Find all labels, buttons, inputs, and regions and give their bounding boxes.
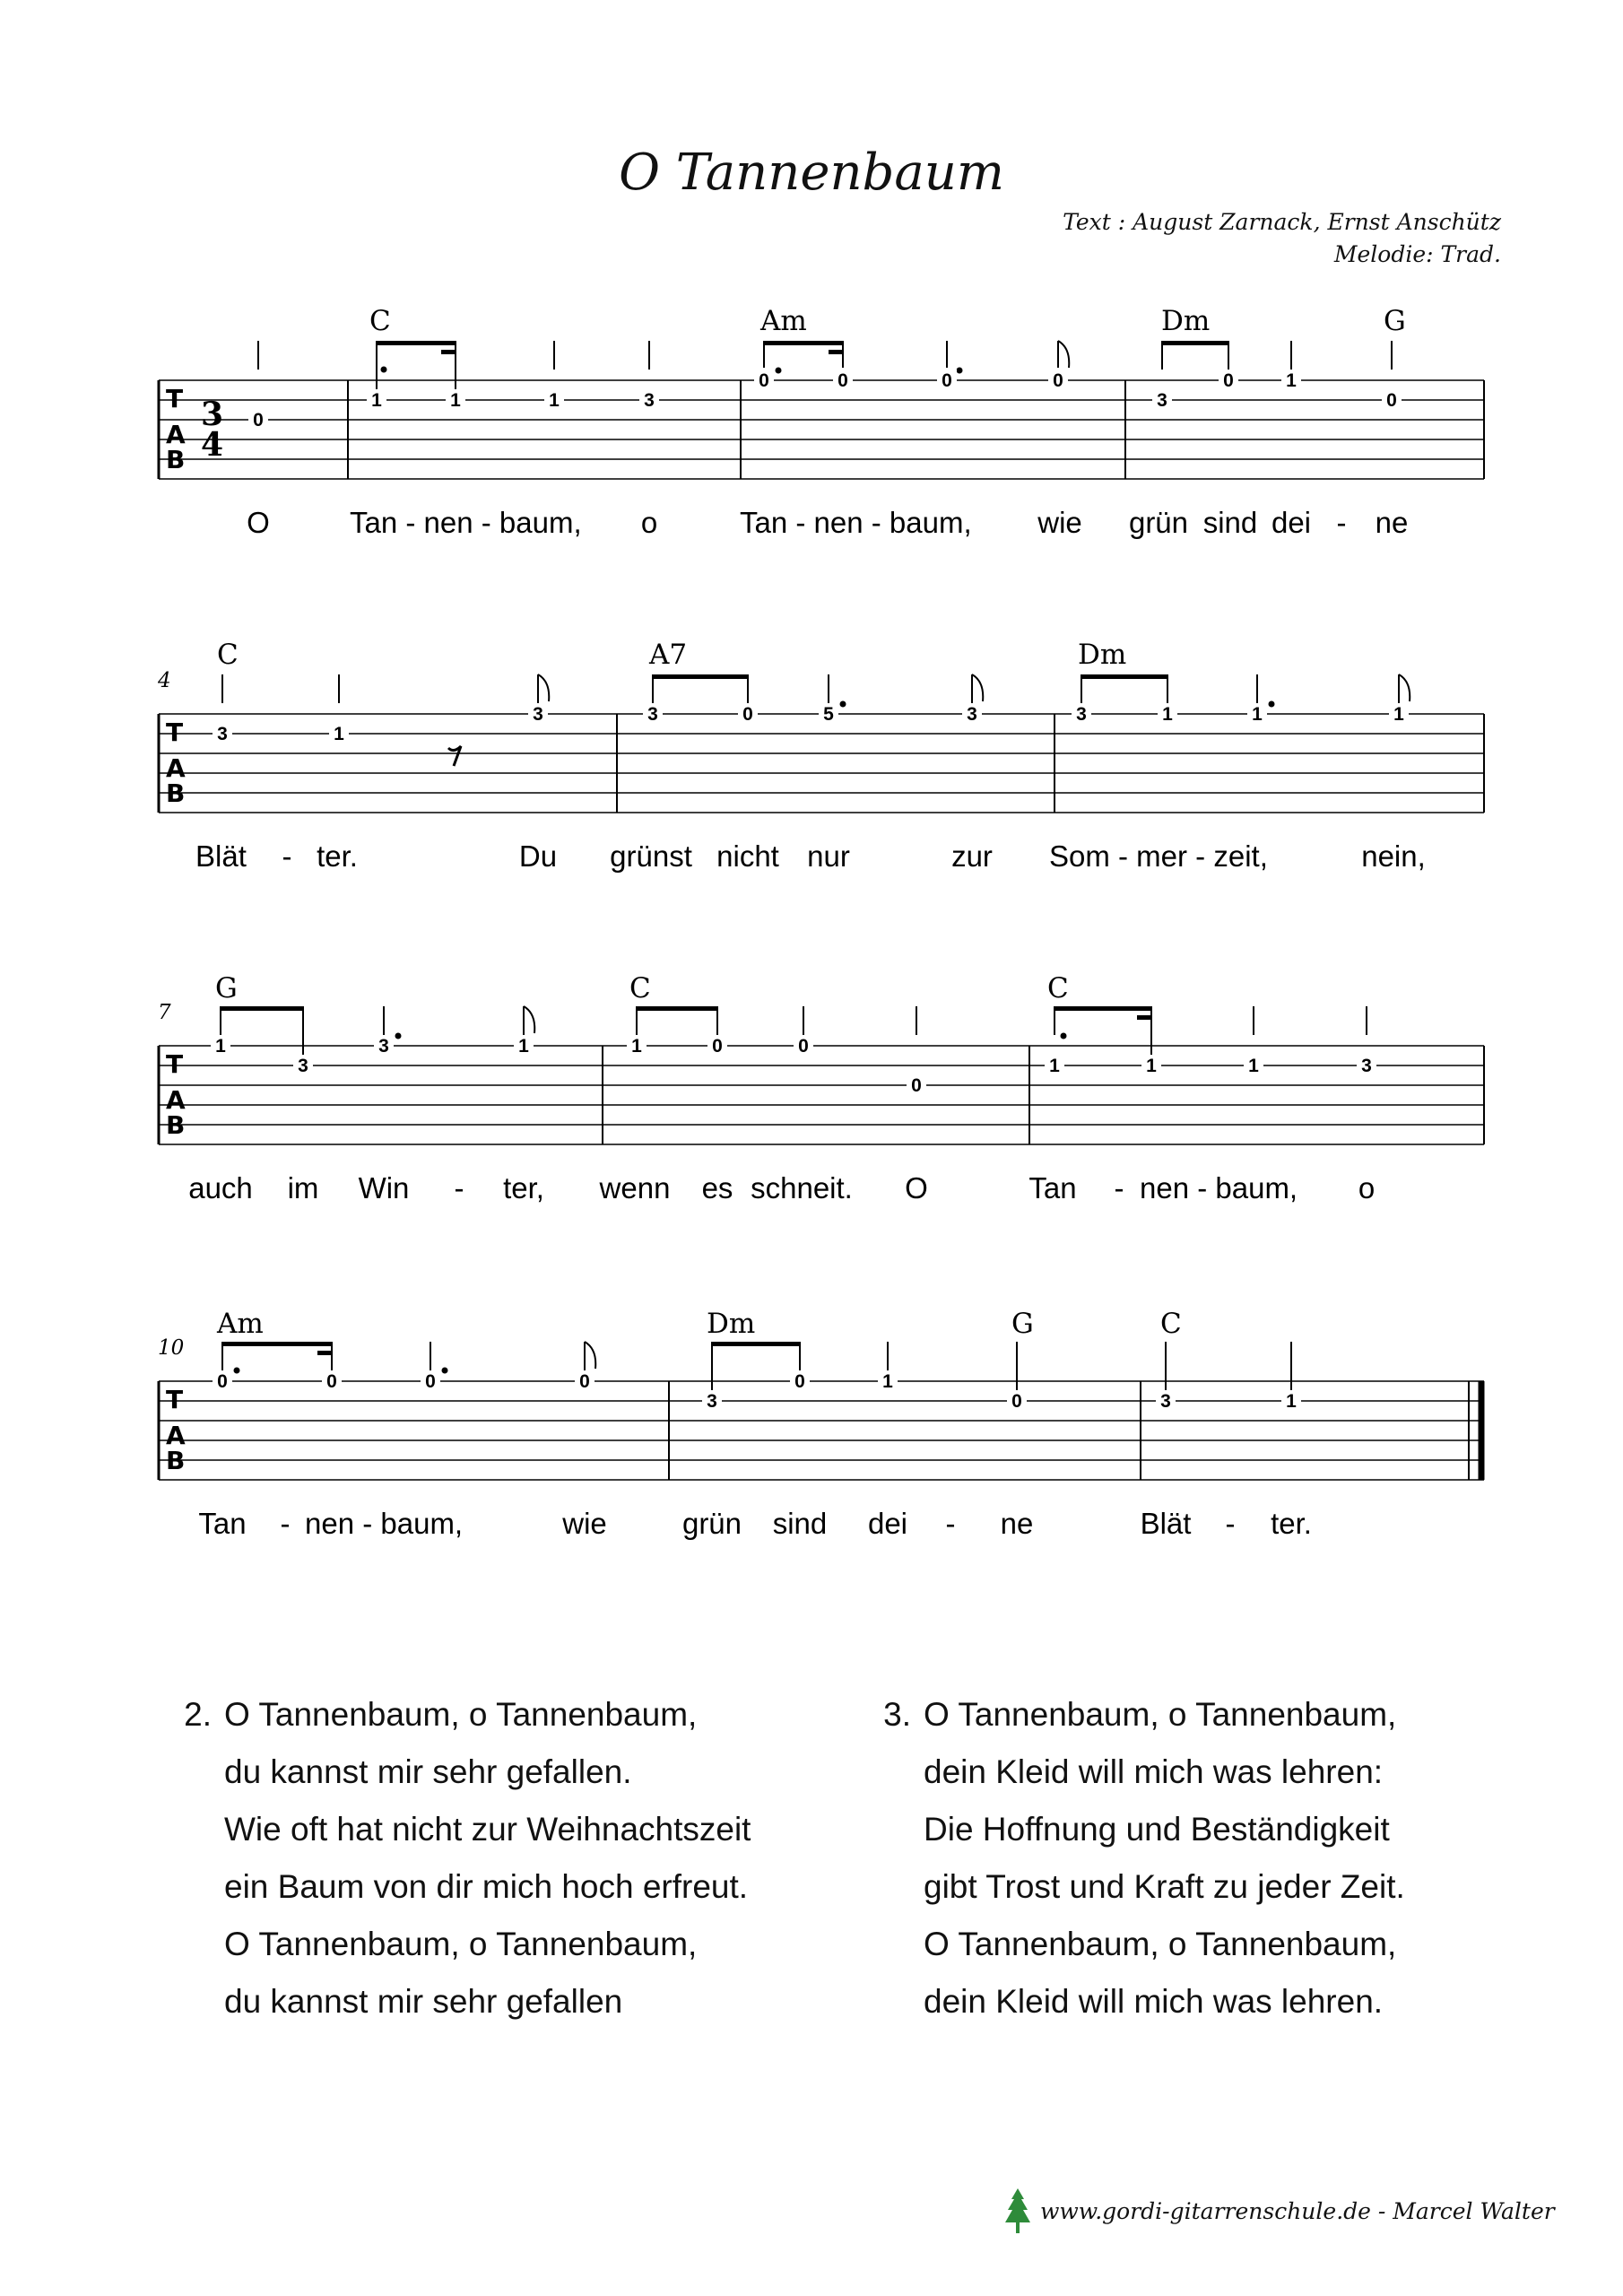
lyric-syllable: Tan (1028, 1171, 1077, 1205)
verse-3 (872, 1686, 1405, 2031)
fret-number: 0 (1386, 390, 1397, 411)
fret-number: 0 (712, 1036, 723, 1057)
fret-number: 3 (967, 704, 977, 725)
lyricist-credit: Text : August Zarnack, Ernst Anschütz (1063, 209, 1501, 235)
lyric-syllable: - (280, 1507, 291, 1540)
tab-letter-a: A (166, 1421, 186, 1450)
tab-system-2 (157, 639, 1484, 873)
lyric-syllable: O (905, 1171, 928, 1205)
lyric-syllable: Du (518, 839, 558, 873)
verse-line: gibt Trost und Kraft zu jeder Zeit. (924, 1868, 1405, 1905)
fret-number: 0 (1011, 1391, 1022, 1412)
fret-number: 0 (794, 1371, 805, 1392)
measure-number: 4 (158, 669, 171, 692)
lyric-syllable: Win (358, 1171, 410, 1205)
fret-number: 1 (549, 390, 560, 411)
fret-number: 1 (371, 390, 382, 411)
lyric-syllable: nein, (1361, 839, 1426, 873)
verse-line: dein Kleid will mich was lehren. (924, 1983, 1384, 2020)
chord: C (369, 305, 391, 337)
fret-number: 3 (1076, 704, 1087, 725)
tab-system-4 (158, 1308, 1484, 1540)
fret-number: 1 (1049, 1056, 1060, 1076)
time-signature-top: 3 (201, 396, 224, 433)
lyric-syllable: schneit. (751, 1171, 853, 1205)
lyric-syllable: - (1225, 1507, 1236, 1540)
chord: C (1047, 972, 1069, 1004)
lyric-syllable: wie (562, 1507, 607, 1540)
eighth-rest-icon (448, 746, 461, 766)
verse-line: du kannst mir sehr gefallen. (224, 1753, 632, 1790)
fret-number: 3 (1361, 1056, 1372, 1076)
fret-number: 0 (911, 1075, 922, 1096)
lyric-syllable: - (454, 1171, 464, 1205)
lyric-syllable: o (640, 506, 658, 539)
lyric-syllable: grün (681, 1507, 742, 1540)
fret-number: 0 (742, 704, 753, 725)
tab-letter-b: B (166, 1110, 186, 1140)
verse-line: O Tannenbaum, o Tannenbaum, (924, 1696, 1397, 1733)
lyric-syllable: Som - mer - zeit, (1049, 839, 1268, 873)
verse-line: Die Hoffnung und Beständigkeit (924, 1811, 1390, 1848)
tab-system-1 (159, 305, 1484, 539)
lyric-syllable: o (1358, 1171, 1376, 1205)
chord: Dm (1161, 305, 1211, 337)
fret-number: 3 (217, 724, 228, 744)
fret-number: 1 (450, 390, 461, 411)
chord: Am (760, 305, 807, 337)
lyric-syllable: Blät (1140, 1507, 1192, 1540)
lyric-syllable: dei (867, 1507, 908, 1540)
lyric-syllable: nicht (716, 839, 779, 873)
fret-number: 1 (1162, 704, 1173, 725)
chord: A7 (649, 639, 688, 671)
lyric-syllable: auch (188, 1171, 253, 1205)
fret-number: 0 (579, 1371, 590, 1392)
chord: G (215, 972, 238, 1004)
fret-number: 0 (253, 410, 264, 430)
lyric-syllable: ne (1375, 506, 1409, 539)
verse-line: du kannst mir sehr gefallen (224, 1983, 623, 2020)
lyric-syllable: grün (1128, 506, 1189, 539)
verse-line: dein Kleid will mich was lehren: (924, 1753, 1384, 1790)
chord: Dm (707, 1308, 756, 1340)
fret-number: 1 (1146, 1056, 1157, 1076)
fret-number: 0 (326, 1371, 337, 1392)
lyric-syllable: - (1114, 1171, 1124, 1205)
fret-number: 0 (759, 370, 769, 391)
lyric-syllable: - (1336, 506, 1347, 539)
fret-number: 3 (644, 390, 655, 411)
lyric-syllable: es (701, 1171, 733, 1205)
lyric-syllable: sind (772, 1507, 828, 1540)
page-title: O Tannenbaum (619, 144, 1004, 202)
fret-number: 1 (1248, 1056, 1259, 1076)
fret-number: 3 (707, 1391, 717, 1412)
lyric-syllable: Tan (198, 1507, 247, 1540)
verse-2 (172, 1686, 751, 2031)
tab-letter-a: A (166, 753, 186, 783)
fret-number: 5 (823, 704, 834, 725)
fret-number: 3 (1157, 390, 1167, 411)
fret-number: 0 (942, 370, 952, 391)
lyric-syllable: sind (1202, 506, 1258, 539)
tab-letter-t: T (166, 1385, 184, 1414)
footer (1004, 2188, 1555, 2233)
tab-letter-b: B (166, 445, 186, 474)
fret-number: 1 (1286, 1391, 1297, 1412)
lyric-syllable: ter, (503, 1171, 544, 1205)
lyric-syllable: dei (1271, 506, 1312, 539)
fir-tree-icon (1004, 2188, 1031, 2233)
measure-number: 7 (158, 1001, 171, 1024)
measure-number: 10 (158, 1336, 185, 1360)
fret-number: 3 (533, 704, 543, 725)
fret-number: 0 (1053, 370, 1063, 391)
tab-letter-b: B (166, 1446, 186, 1475)
fret-number: 1 (334, 724, 344, 744)
lyric-syllable: ne (1000, 1507, 1034, 1540)
chord: C (217, 639, 239, 671)
fret-number: 1 (882, 1371, 893, 1392)
tab-system-3 (158, 972, 1484, 1205)
fret-number: 0 (798, 1036, 809, 1057)
lyric-syllable: wie (1037, 506, 1082, 539)
verse-number: 2. (184, 1696, 212, 1733)
fret-number: 3 (298, 1056, 308, 1076)
tab-letter-t: T (166, 384, 184, 413)
lyric-syllable: wenn (599, 1171, 671, 1205)
verse-line: O Tannenbaum, o Tannenbaum, (924, 1926, 1397, 1962)
tab-letter-b: B (166, 778, 186, 808)
lyric-syllable: nen - baum, (1140, 1171, 1298, 1205)
tab-letter-a: A (166, 420, 186, 449)
lyric-syllable: zur (951, 839, 993, 873)
lyric-syllable: - (945, 1507, 956, 1540)
footer-text[interactable]: www.gordi-gitarrenschule.de - Marcel Walter (1040, 2197, 1555, 2224)
lyric-syllable: im (287, 1171, 319, 1205)
lyric-syllable: - (282, 839, 292, 873)
tab-letter-t: T (166, 718, 184, 747)
lyric-syllable: Blät (195, 839, 247, 873)
lyric-syllable: Tan - nen - baum, (350, 506, 582, 539)
fret-number: 0 (425, 1371, 436, 1392)
time-signature-bottom: 4 (201, 426, 224, 464)
verse-line: O Tannenbaum, o Tannenbaum, (224, 1696, 698, 1733)
fret-number: 0 (838, 370, 848, 391)
lyric-syllable: nen - baum, (305, 1507, 464, 1540)
verse-line: Wie oft hat nicht zur Weihnachtszeit (224, 1811, 751, 1848)
tab-letter-t: T (166, 1049, 184, 1079)
lyric-syllable: Tan - nen - baum, (740, 506, 972, 539)
lyric-syllable: ter. (317, 839, 358, 873)
chord: Dm (1078, 639, 1127, 671)
chord: G (1384, 305, 1406, 337)
chord: Am (217, 1308, 264, 1340)
lyric-syllable: nur (807, 839, 850, 873)
lyric-syllable: O (247, 506, 270, 539)
tab-letter-a: A (166, 1085, 186, 1115)
fret-number: 0 (1223, 370, 1234, 391)
fret-number: 3 (1160, 1391, 1171, 1412)
lyric-syllable: ter. (1271, 1507, 1312, 1540)
chord: G (1011, 1308, 1034, 1340)
verse-number: 3. (883, 1696, 911, 1733)
fret-number: 1 (215, 1036, 226, 1057)
fret-number: 1 (518, 1036, 529, 1057)
fret-number: 3 (378, 1036, 389, 1057)
fret-number: 1 (1393, 704, 1404, 725)
chord: C (1160, 1308, 1182, 1340)
fret-number: 3 (647, 704, 658, 725)
verse-line: ein Baum von dir mich hoch erfreut. (224, 1868, 749, 1905)
fret-number: 1 (1286, 370, 1297, 391)
chord: C (629, 972, 651, 1004)
melody-credit: Melodie: Trad. (1333, 241, 1501, 267)
lyric-syllable: grünst (610, 839, 692, 873)
fret-number: 0 (217, 1371, 228, 1392)
fret-number: 1 (631, 1036, 642, 1057)
fret-number: 1 (1252, 704, 1263, 725)
verse-line: O Tannenbaum, o Tannenbaum, (224, 1926, 698, 1962)
